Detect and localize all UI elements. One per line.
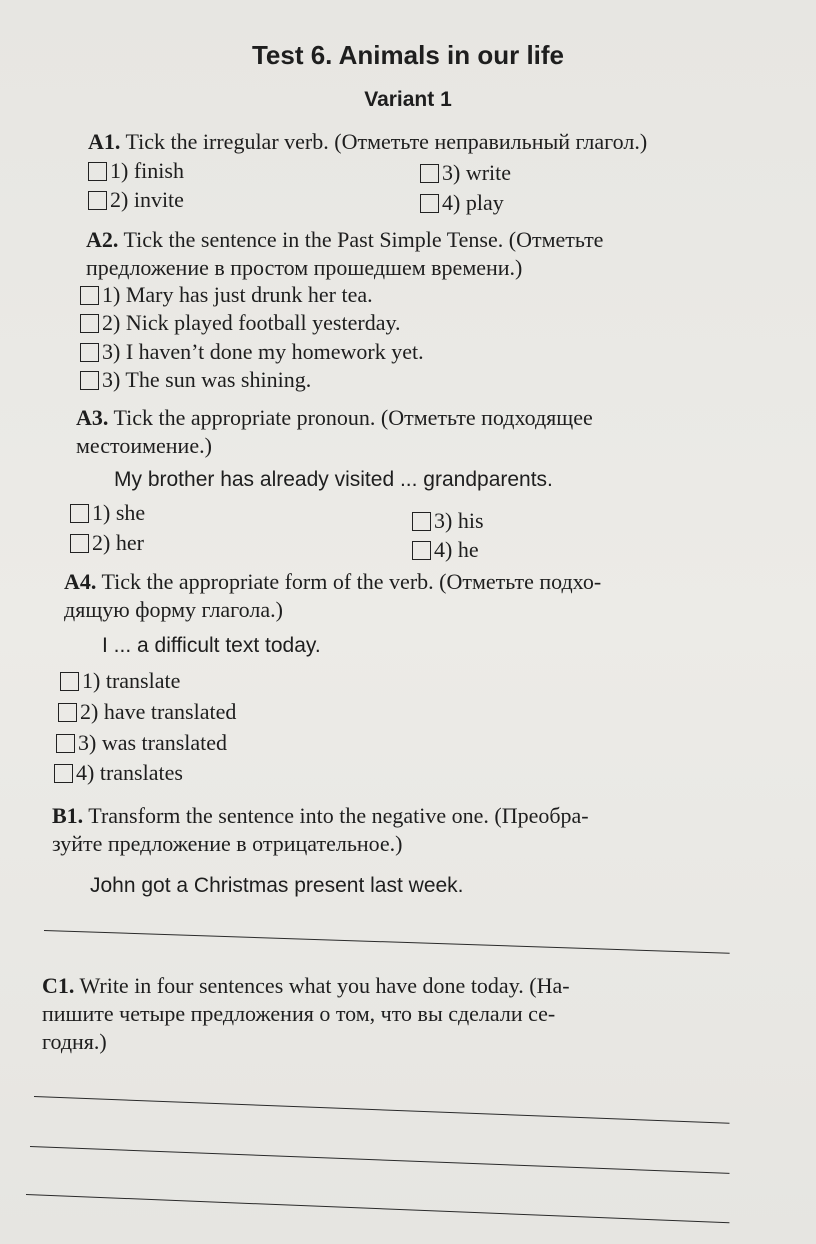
option-label: 1) Mary has just drunk her tea.	[102, 282, 373, 307]
checkbox[interactable]	[88, 162, 107, 181]
question-c1-text-line2: пишите четыре предложения о том, что вы сделали се-	[42, 1001, 556, 1026]
option-label: 3) was translated	[78, 730, 228, 755]
checkbox[interactable]	[80, 286, 99, 305]
option-label: 2) her	[92, 530, 144, 555]
a2-option-1[interactable]	[80, 282, 373, 308]
a1-option-2[interactable]	[88, 187, 184, 213]
option-label: 3) his	[434, 508, 484, 533]
a3-option-3[interactable]	[412, 508, 484, 534]
question-a1-label: A1.	[88, 129, 121, 154]
option-label: 1) translate	[82, 668, 181, 693]
question-a2	[86, 226, 603, 282]
a4-option-2[interactable]	[58, 699, 236, 725]
test-title: Test 6. Animals in our life	[251, 40, 565, 70]
question-a2-text-line2: предложение в простом прошедшем времени.)	[86, 255, 523, 280]
checkbox[interactable]	[412, 541, 431, 560]
a3-option-1[interactable]	[70, 500, 145, 526]
c1-answer-line-2[interactable]	[30, 1146, 730, 1174]
question-a3-text-line1: Tick the appropriate pronoun. (Отметьте подходящее	[113, 405, 593, 430]
option-label: 2) Nick played football yesterday.	[102, 310, 401, 335]
question-a4	[64, 568, 601, 624]
checkbox[interactable]	[58, 703, 77, 722]
option-label: 4) play	[442, 190, 504, 215]
question-c1-label: C1.	[42, 973, 75, 998]
question-c1-text-line1: Write in four sentences what you have done today. (На-	[79, 973, 570, 998]
a4-option-4[interactable]	[54, 760, 183, 786]
checkbox[interactable]	[412, 512, 431, 531]
option-label: 4) he	[434, 537, 479, 562]
a2-option-4[interactable]	[80, 367, 311, 393]
checkbox[interactable]	[54, 764, 73, 783]
question-b1-text-line2: зуйте предложение в отрицательное.)	[52, 831, 403, 856]
option-label: 4) translates	[76, 760, 183, 785]
a4-option-3[interactable]	[56, 730, 227, 756]
a4-option-1[interactable]	[60, 668, 180, 694]
question-c1	[42, 972, 762, 1056]
checkbox[interactable]	[80, 343, 99, 362]
option-label: 3) The sun was shining.	[102, 367, 312, 392]
question-a2-text-line1: Tick the sentence in the Past Simple Tense. (Отметьте	[123, 227, 604, 252]
option-label: 3) write	[442, 160, 512, 185]
question-a1	[88, 128, 647, 156]
b1-example-sentence: John got a Christmas present last week.	[90, 874, 464, 897]
a3-option-2[interactable]	[70, 530, 144, 556]
c1-answer-line-3[interactable]	[26, 1194, 729, 1223]
question-b1-text-line1: Transform the sentence into the negative one. (Преобра-	[88, 803, 589, 828]
option-label: 1) finish	[110, 158, 184, 183]
option-label: 1) she	[92, 500, 146, 525]
variant-heading: Variant 1	[364, 88, 452, 111]
a1-option-3[interactable]	[420, 160, 511, 186]
checkbox[interactable]	[56, 734, 75, 753]
a2-option-2[interactable]	[80, 310, 401, 336]
question-c1-text-line3: годня.)	[42, 1029, 107, 1054]
option-label: 2) have translated	[80, 699, 237, 724]
checkbox[interactable]	[80, 314, 99, 333]
a2-option-3[interactable]	[80, 339, 424, 365]
c1-answer-line-1[interactable]	[34, 1096, 730, 1124]
question-a4-text-line1: Tick the appropriate form of the verb. (Отметьте подхо-	[101, 569, 602, 594]
a3-example-sentence: My brother has already visited ... grandparents.	[114, 468, 553, 491]
question-a1-text: Tick the irregular verb. (Отметьте неправильный глагол.)	[125, 129, 648, 154]
a1-option-4[interactable]	[420, 190, 504, 216]
checkbox[interactable]	[88, 191, 107, 210]
option-label: 3) I haven’t done my homework yet.	[102, 339, 424, 364]
a3-option-4[interactable]	[412, 537, 479, 563]
checkbox[interactable]	[420, 164, 439, 183]
question-a3-label: A3.	[76, 405, 109, 430]
checkbox[interactable]	[420, 194, 439, 213]
checkbox[interactable]	[70, 504, 89, 523]
a1-option-1[interactable]	[88, 158, 184, 184]
question-a2-label: A2.	[86, 227, 119, 252]
option-label: 2) invite	[110, 187, 184, 212]
checkbox[interactable]	[80, 371, 99, 390]
question-a4-label: A4.	[64, 569, 97, 594]
b1-answer-line[interactable]	[44, 930, 730, 954]
question-b1	[52, 802, 589, 858]
checkbox[interactable]	[70, 534, 89, 553]
question-a3-text-line2: местоимение.)	[76, 433, 212, 458]
checkbox[interactable]	[60, 672, 79, 691]
a4-example-sentence: I ... a difficult text today.	[102, 634, 321, 657]
question-a4-text-line2: дящую форму глагола.)	[64, 597, 283, 622]
question-a3	[76, 404, 593, 460]
question-b1-label: B1.	[52, 803, 84, 828]
